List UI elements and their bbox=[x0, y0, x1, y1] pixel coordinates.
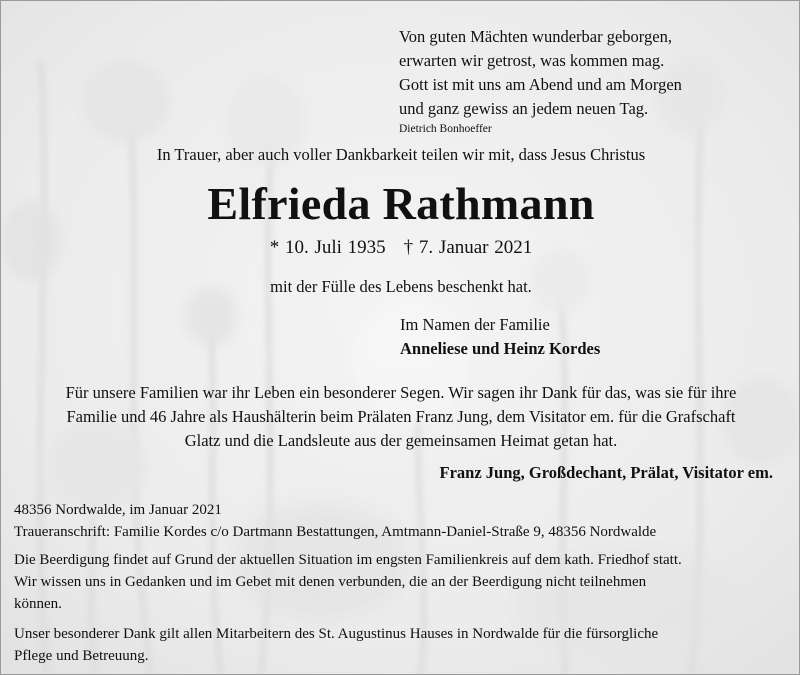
staff-thanks-line: Pflege und Betreuung. bbox=[14, 648, 149, 664]
poem-line: erwarten wir getrost, was kommen mag. bbox=[399, 51, 665, 70]
funeral-paragraph bbox=[14, 549, 682, 615]
poem-line: und ganz gewiss an jedem neuen Tag. bbox=[399, 99, 649, 118]
family-label: Im Namen der Familie bbox=[400, 315, 550, 334]
poem-author: Dietrich Bonhoeffer bbox=[399, 123, 492, 135]
family-signature bbox=[400, 313, 600, 361]
thanks-line: Familie und 46 Jahre als Haushälterin beim Prälaten Franz Jung, dem Visitator em. für die Grafschaft bbox=[66, 407, 736, 426]
thanks-line: Für unsere Familien war ihr Leben ein besonderer Segen. Wir sagen ihr Dank für das, was sie für ihre bbox=[65, 383, 737, 402]
notice-content bbox=[1, 1, 800, 675]
poem-line: Gott ist mit uns am Abend und am Morgen bbox=[399, 75, 682, 94]
staff-thanks-paragraph bbox=[14, 623, 658, 667]
thanks-paragraph bbox=[25, 381, 777, 453]
thanks-signer: Franz Jung, Großdechant, Prälat, Visitator em. bbox=[439, 463, 773, 482]
place-date: 48356 Nordwalde, im Januar 2021 bbox=[14, 502, 222, 518]
family-names: Anneliese und Heinz Kordes bbox=[400, 339, 601, 358]
gift-line: mit der Fülle des Lebens beschenkt hat. bbox=[270, 277, 532, 296]
deceased-name: Elfrieda Rathmann bbox=[207, 178, 595, 229]
birth-date: * 10. Juli 1935 bbox=[269, 237, 386, 258]
poem-line: Von guten Mächten wunderbar geborgen, bbox=[399, 27, 672, 46]
funeral-line: Wir wissen uns in Gedanken und im Gebet mit denen verbunden, die an der Beerdigung nicht teilnehmen bbox=[14, 574, 647, 590]
funeral-line: können. bbox=[14, 596, 62, 612]
mourning-address: Traueranschrift: Familie Kordes c/o Dartmann Bestattungen, Amtmann-Daniel-Straße 9, 48356 Nordwalde bbox=[14, 524, 657, 540]
staff-thanks-line: Unser besonderer Dank gilt allen Mitarbeitern des St. Augustinus Hauses in Nordwalde für die fürsorgliche bbox=[14, 626, 659, 642]
thanks-line: Glatz und die Landsleute aus der gemeinsamen Heimat getan hat. bbox=[184, 431, 618, 450]
funeral-line: Die Beerdigung findet auf Grund der aktuellen Situation im engsten Familienkreis auf dem kath. Friedhof statt. bbox=[14, 552, 682, 568]
intro-text: In Trauer, aber auch voller Dankbarkeit teilen wir mit, dass Jesus Christus bbox=[156, 145, 646, 164]
life-dates bbox=[1, 237, 800, 259]
place-and-address bbox=[14, 499, 656, 543]
poem-block bbox=[399, 25, 682, 137]
death-date: † 7. Januar 2021 bbox=[403, 237, 533, 258]
